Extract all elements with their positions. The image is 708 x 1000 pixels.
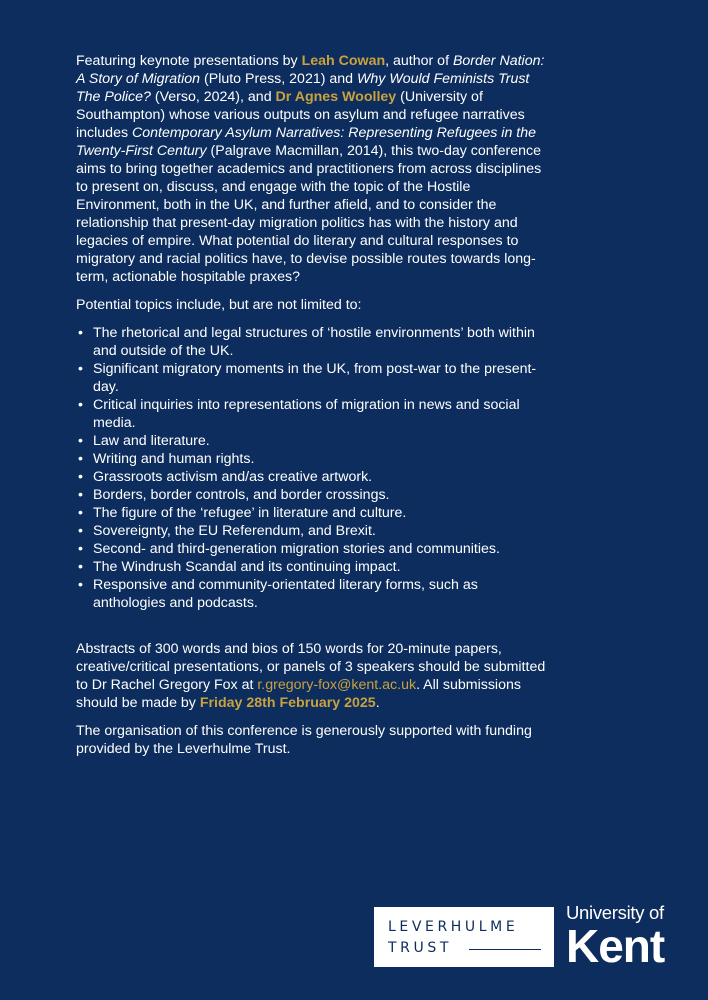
speaker-leah-cowan: Leah Cowan xyxy=(301,53,386,69)
speaker-agnes-woolley: Dr Agnes Woolley xyxy=(275,89,397,105)
intro-paragraph xyxy=(76,52,546,286)
submission-paragraph xyxy=(76,640,546,712)
kent-logo-name: Kent xyxy=(566,920,665,972)
intro-text: (Palgrave Macmillan, 2014), this two-day conference aims to bring together academics and practitioners from across disciplines to present on, discuss, and engage with the topic of the Hostile Environment, both in the UK, and further afield, and to consider the relationship that present-day migration politics has with the history and legacies of empire. What potential do literary and cultural responses to migratory and racial politics have, to devise possible routes towards long-term, actionable hospitable praxes? xyxy=(76,143,542,285)
email-link[interactable]: r.gregory-fox@kent.ac.uk xyxy=(257,677,417,693)
book-title: Border Nation: A Story of Migration xyxy=(76,53,545,87)
kent-logo-university: University of xyxy=(566,902,664,923)
submission-text: . All submissions should be made by xyxy=(76,677,521,711)
book-title: Why Would Feminists Trust The Police? xyxy=(76,71,530,105)
leverhulme-logo-line2: TRUST xyxy=(388,940,452,956)
list-item: • Significant migratory moments in the UK, from post-war to the present-day. xyxy=(76,360,546,396)
list-item: • Writing and human rights. xyxy=(76,450,546,468)
main-content xyxy=(76,52,546,758)
intro-text: (Pluto Press, 2021) and xyxy=(200,71,357,87)
university-of-kent-logo xyxy=(566,902,696,972)
list-item: • Borders, border controls, and border crossings. xyxy=(76,486,546,504)
list-item: • Second- and third-generation migration stories and communities. xyxy=(76,540,546,558)
submission-text: . xyxy=(375,695,380,711)
list-item: • The Windrush Scandal and its continuing impact. xyxy=(76,558,546,576)
leverhulme-trust-logo xyxy=(374,907,554,967)
submission-text: Abstracts of 300 words and bios of 150 words for 20-minute papers, creative/critical presentations, or panels of 3 speakers should be submitted to Dr Rachel Gregory Fox at xyxy=(76,641,546,693)
intro-text: (University of Southampton) whose various outputs on asylum and refugee narratives includes xyxy=(76,89,525,141)
intro-text: Featuring keynote presentations by xyxy=(76,53,302,69)
list-item: • Responsive and community-orientated literary forms, such as anthologies and podcasts. xyxy=(76,576,546,612)
intro-text: (Verso, 2024), and xyxy=(150,89,276,105)
list-item: • Grassroots activism and/as creative artwork. xyxy=(76,468,546,486)
funding-paragraph: The organisation of this conference is generously supported with funding provided by the Leverhulme Trust. xyxy=(76,723,532,757)
list-item: • The rhetorical and legal structures of ‘hostile environments’ both within and outside of the UK. xyxy=(76,324,546,360)
list-item: • Law and literature. xyxy=(76,432,546,450)
intro-text: , author of xyxy=(385,53,453,69)
list-item: • Sovereignty, the EU Referendum, and Brexit. xyxy=(76,522,546,540)
book-title: Contemporary Asylum Narratives: Representing Refugees in the Twenty-First Century xyxy=(76,125,537,159)
leverhulme-logo-line1: LEVERHULME xyxy=(388,919,519,935)
list-item: • The figure of the ‘refugee’ in literature and culture. xyxy=(76,504,546,522)
deadline: Friday 28th February 2025 xyxy=(199,695,376,711)
topics-list xyxy=(76,324,546,612)
list-item: • Critical inquiries into representations of migration in news and social media. xyxy=(76,396,546,432)
leverhulme-logo-rule xyxy=(469,949,541,950)
topics-heading: Potential topics include, but are not limited to: xyxy=(76,297,362,313)
